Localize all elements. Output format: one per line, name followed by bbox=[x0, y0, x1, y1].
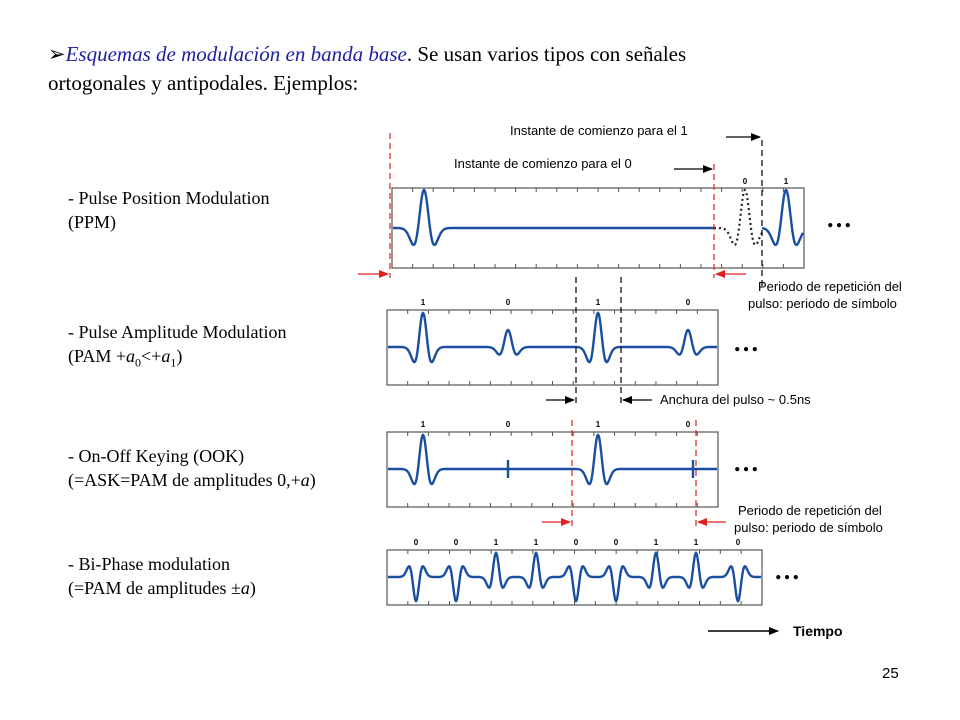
bpm-a: a bbox=[240, 578, 250, 598]
heading-highlight: Esquemas de modulación en banda base bbox=[65, 42, 407, 66]
pam-a0: a bbox=[126, 346, 136, 366]
ppm-period-annotation-line2: pulso: periodo de símbolo bbox=[748, 296, 897, 311]
ppm-period-annotation bbox=[748, 278, 902, 312]
pam-bit-label: 0 bbox=[685, 298, 691, 307]
ppm-ellipsis: … bbox=[826, 204, 854, 233]
pam-bit-label: 1 bbox=[595, 298, 601, 307]
pam-prefix: (PAM + bbox=[68, 346, 127, 366]
ook-bit-label: 1 bbox=[420, 420, 426, 429]
pam-mid: <+ bbox=[141, 346, 162, 366]
bpm-bit-label: 0 bbox=[613, 538, 619, 547]
ook-a: a bbox=[300, 470, 310, 490]
pam-close: ) bbox=[176, 346, 183, 366]
ook-ellipsis: … bbox=[733, 448, 761, 477]
start0-annotation: Instante de comienzo para el 0 bbox=[454, 156, 632, 171]
pam-bit-label: 0 bbox=[505, 298, 511, 307]
pam-a1: a bbox=[161, 346, 171, 366]
ppm-bit-label: 1 bbox=[783, 177, 789, 186]
bpm-bit-label: 0 bbox=[413, 538, 419, 547]
bpm-bit-label: 1 bbox=[693, 538, 699, 547]
ook-prefix: (=ASK=PAM de amplitudes 0,+ bbox=[68, 470, 301, 490]
bpm-bit-label: 0 bbox=[573, 538, 579, 547]
bpm-close: ) bbox=[249, 578, 256, 598]
ppm-label-line2: (PPM) bbox=[68, 212, 117, 232]
ppm-bit-label: 0 bbox=[742, 177, 748, 186]
bpm-bit-label: 0 bbox=[735, 538, 741, 547]
pam-ellipsis: … bbox=[733, 328, 761, 357]
bpm-bit-label: 0 bbox=[453, 538, 459, 547]
pam-label-line1: - Pulse Amplitude Modulation bbox=[68, 322, 287, 342]
start1-annotation: Instante de comienzo para el 1 bbox=[510, 123, 688, 138]
ook-close: ) bbox=[309, 470, 316, 490]
ook-bit-label: 0 bbox=[685, 420, 691, 429]
pulse-width-annotation: Anchura del pulso ~ 0.5ns bbox=[660, 392, 811, 407]
ook-bit-label: 1 bbox=[595, 420, 601, 429]
pam-sub0: 0 bbox=[135, 355, 142, 370]
time-label: Tiempo bbox=[793, 623, 843, 639]
ppm-label-line1: - Pulse Position Modulation bbox=[68, 188, 270, 208]
pam-bit-label: 1 bbox=[420, 298, 426, 307]
heading-rest: . Se usan varios tipos con señales ortogonales y antipodales. Ejemplos: bbox=[48, 42, 687, 95]
bpm-label-line1: - Bi-Phase modulation bbox=[68, 554, 230, 574]
ook-period-annotation-line1: Periodo de repetición del bbox=[738, 503, 882, 518]
bpm-ellipsis: … bbox=[774, 556, 802, 585]
ook-bit-label: 0 bbox=[505, 420, 511, 429]
ook-label-line1: - On-Off Keying (OOK) bbox=[68, 446, 245, 466]
pam-sub1: 1 bbox=[170, 355, 177, 370]
page-number: 25 bbox=[882, 665, 899, 682]
ook-period-annotation bbox=[734, 502, 883, 536]
arrow-bullet-icon: ➢ bbox=[48, 42, 66, 66]
bpm-prefix: (=PAM de amplitudes ± bbox=[68, 578, 241, 598]
bpm-bit-label: 1 bbox=[493, 538, 499, 547]
ook-period-annotation-line2: pulso: periodo de símbolo bbox=[734, 520, 883, 535]
ppm-period-annotation-line1: Periodo de repetición del bbox=[758, 279, 902, 294]
bpm-bit-label: 1 bbox=[533, 538, 539, 547]
bpm-bit-label: 1 bbox=[653, 538, 659, 547]
